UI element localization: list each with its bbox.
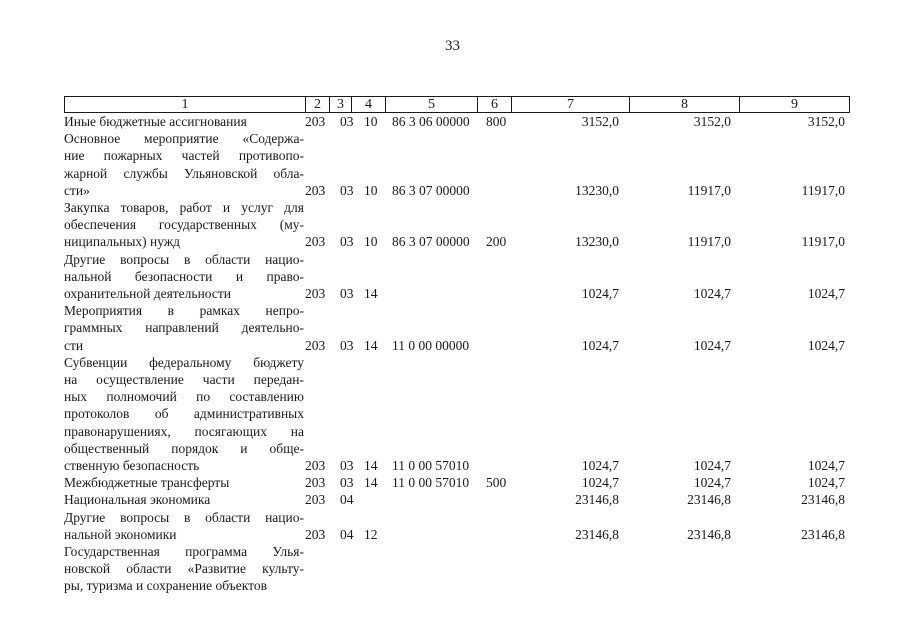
amount-col-7: 23146,8 — [575, 526, 619, 542]
description-line: на осуществление части передан- — [64, 372, 304, 387]
amount-col-9: 1024,7 — [807, 458, 845, 473]
header-col-6: 6 — [477, 97, 511, 112]
row-description — [64, 354, 304, 474]
code-target-article: 86 3 07 00000 — [392, 234, 470, 250]
amount-col-8: 1024,7 — [693, 458, 731, 473]
code-section: 04 — [340, 492, 354, 508]
code-subsection: 10 — [364, 114, 378, 129]
amount-col-8: 11917,0 — [687, 234, 731, 250]
description-line: сти» — [64, 182, 90, 198]
amount-col-9: 23146,8 — [801, 526, 845, 542]
description-line: ры, туризма и сохранение объектов — [64, 578, 267, 594]
amount-col-9: 11917,0 — [801, 182, 845, 198]
row-description — [64, 251, 304, 303]
amount-col-9: 23146,8 — [801, 492, 845, 508]
amount-col-7: 1024,7 — [581, 475, 619, 491]
code-chapter: 203 — [305, 492, 326, 508]
row-description — [64, 113, 304, 130]
amount-col-8: 1024,7 — [693, 337, 731, 353]
description-line: обеспечения государственных (му- — [64, 217, 304, 233]
amount-col-7: 13230,0 — [575, 234, 619, 250]
header-col-2: 2 — [305, 97, 329, 112]
code-chapter: 203 — [305, 114, 326, 129]
code-section: 03 — [340, 286, 354, 301]
description-line: правонарушениях, посягающих на — [64, 423, 304, 439]
amount-col-8: 1024,7 — [693, 475, 731, 491]
description-line: Национальная экономика — [64, 492, 211, 508]
row-description — [64, 199, 304, 251]
amount-col-9: 3152,0 — [807, 114, 845, 129]
description-line: протоколов об административных — [64, 406, 304, 422]
row-description — [64, 474, 304, 491]
header-col-1: 1 — [181, 97, 189, 112]
code-section: 03 — [340, 114, 354, 129]
description-line: Иные бюджетные ассигнования — [64, 114, 247, 129]
table-body — [0, 113, 905, 613]
description-line: общественный порядок и обще- — [64, 440, 304, 456]
code-section: 03 — [340, 234, 354, 250]
description-line: ных полномочий по составлению — [64, 389, 304, 405]
code-section: 04 — [340, 526, 354, 542]
code-subsection: 14 — [364, 458, 378, 473]
amount-col-7: 23146,8 — [575, 492, 619, 508]
description-line: охранительной деятельности — [64, 286, 231, 301]
code-subsection: 10 — [364, 182, 378, 198]
description-line: граммных направлений деятельно- — [64, 320, 304, 336]
description-line: Другие вопросы в области нацио- — [64, 509, 304, 525]
description-line: ниципальных) нужд — [64, 234, 181, 250]
code-subsection: 10 — [364, 234, 378, 250]
code-section: 03 — [340, 182, 354, 198]
code-subsection: 14 — [364, 337, 378, 353]
code-expense-type: 500 — [486, 475, 507, 491]
code-target-article: 11 0 00 57010 — [392, 458, 470, 473]
code-section: 03 — [340, 458, 354, 473]
amount-col-8: 23146,8 — [687, 492, 731, 508]
description-line: сти — [64, 337, 84, 353]
amount-col-9: 1024,7 — [807, 286, 845, 301]
row-description — [64, 543, 304, 595]
code-subsection: 12 — [364, 526, 378, 542]
description-line: Мероприятия в рамках непро- — [64, 303, 304, 319]
code-subsection: 14 — [364, 286, 378, 301]
amount-col-9: 1024,7 — [807, 475, 845, 491]
description-line: Закупка товаров, работ и услуг для — [64, 200, 304, 215]
amount-col-7: 1024,7 — [581, 337, 619, 353]
code-chapter: 203 — [305, 475, 326, 491]
description-line: нальной экономики — [64, 526, 177, 542]
header-col-4: 4 — [351, 97, 385, 112]
code-target-article: 11 0 00 00000 — [392, 337, 470, 353]
header-col-3: 3 — [329, 97, 351, 112]
amount-col-7: 1024,7 — [581, 286, 619, 301]
code-section: 03 — [340, 337, 354, 353]
table-header-row — [64, 96, 850, 113]
amount-col-8: 11917,0 — [687, 182, 731, 198]
description-line: Межбюджетные трансферты — [64, 475, 230, 491]
description-line: Государственная программа Улья- — [64, 544, 304, 559]
code-chapter: 203 — [305, 234, 326, 250]
amount-col-7: 3152,0 — [581, 114, 619, 129]
description-line: ственную безопасность — [64, 458, 200, 474]
description-line: Основное мероприятие «Содержа- — [64, 131, 304, 147]
header-col-7: 7 — [511, 97, 629, 112]
code-target-article: 11 0 00 57010 — [392, 475, 470, 491]
row-description — [64, 491, 304, 508]
row-description — [64, 509, 304, 543]
row-description — [64, 130, 304, 199]
amount-col-9: 1024,7 — [807, 337, 845, 353]
header-col-8: 8 — [629, 97, 739, 112]
code-expense-type: 200 — [486, 234, 507, 250]
code-chapter: 203 — [305, 526, 326, 542]
code-chapter: 203 — [305, 337, 326, 353]
header-col-5: 5 — [385, 97, 477, 112]
description-line: жарной службы Ульяновской обла- — [64, 165, 304, 181]
amount-col-9: 11917,0 — [801, 234, 845, 250]
amount-col-8: 1024,7 — [693, 286, 731, 301]
amount-col-8: 23146,8 — [687, 526, 731, 542]
code-target-article: 86 3 07 00000 — [392, 182, 470, 198]
code-expense-type: 800 — [486, 114, 507, 129]
code-target-article: 86 3 06 00000 — [392, 114, 470, 129]
description-line: новской области «Развитие культу- — [64, 561, 304, 577]
description-line: ние пожарных частей противопо- — [64, 148, 304, 164]
code-chapter: 203 — [305, 458, 326, 473]
code-chapter: 203 — [305, 182, 326, 198]
header-col-9: 9 — [739, 97, 849, 112]
page-number: 33 — [445, 38, 460, 54]
amount-col-7: 1024,7 — [581, 458, 619, 473]
code-section: 03 — [340, 475, 354, 491]
description-line: нальной безопасности и право- — [64, 268, 304, 284]
row-description — [64, 302, 304, 354]
code-subsection: 14 — [364, 475, 378, 491]
amount-col-8: 3152,0 — [693, 114, 731, 129]
description-line: Другие вопросы в области нацио- — [64, 251, 304, 267]
description-line: Субвенции федеральному бюджету — [64, 354, 304, 370]
code-chapter: 203 — [305, 286, 326, 301]
amount-col-7: 13230,0 — [575, 182, 619, 198]
